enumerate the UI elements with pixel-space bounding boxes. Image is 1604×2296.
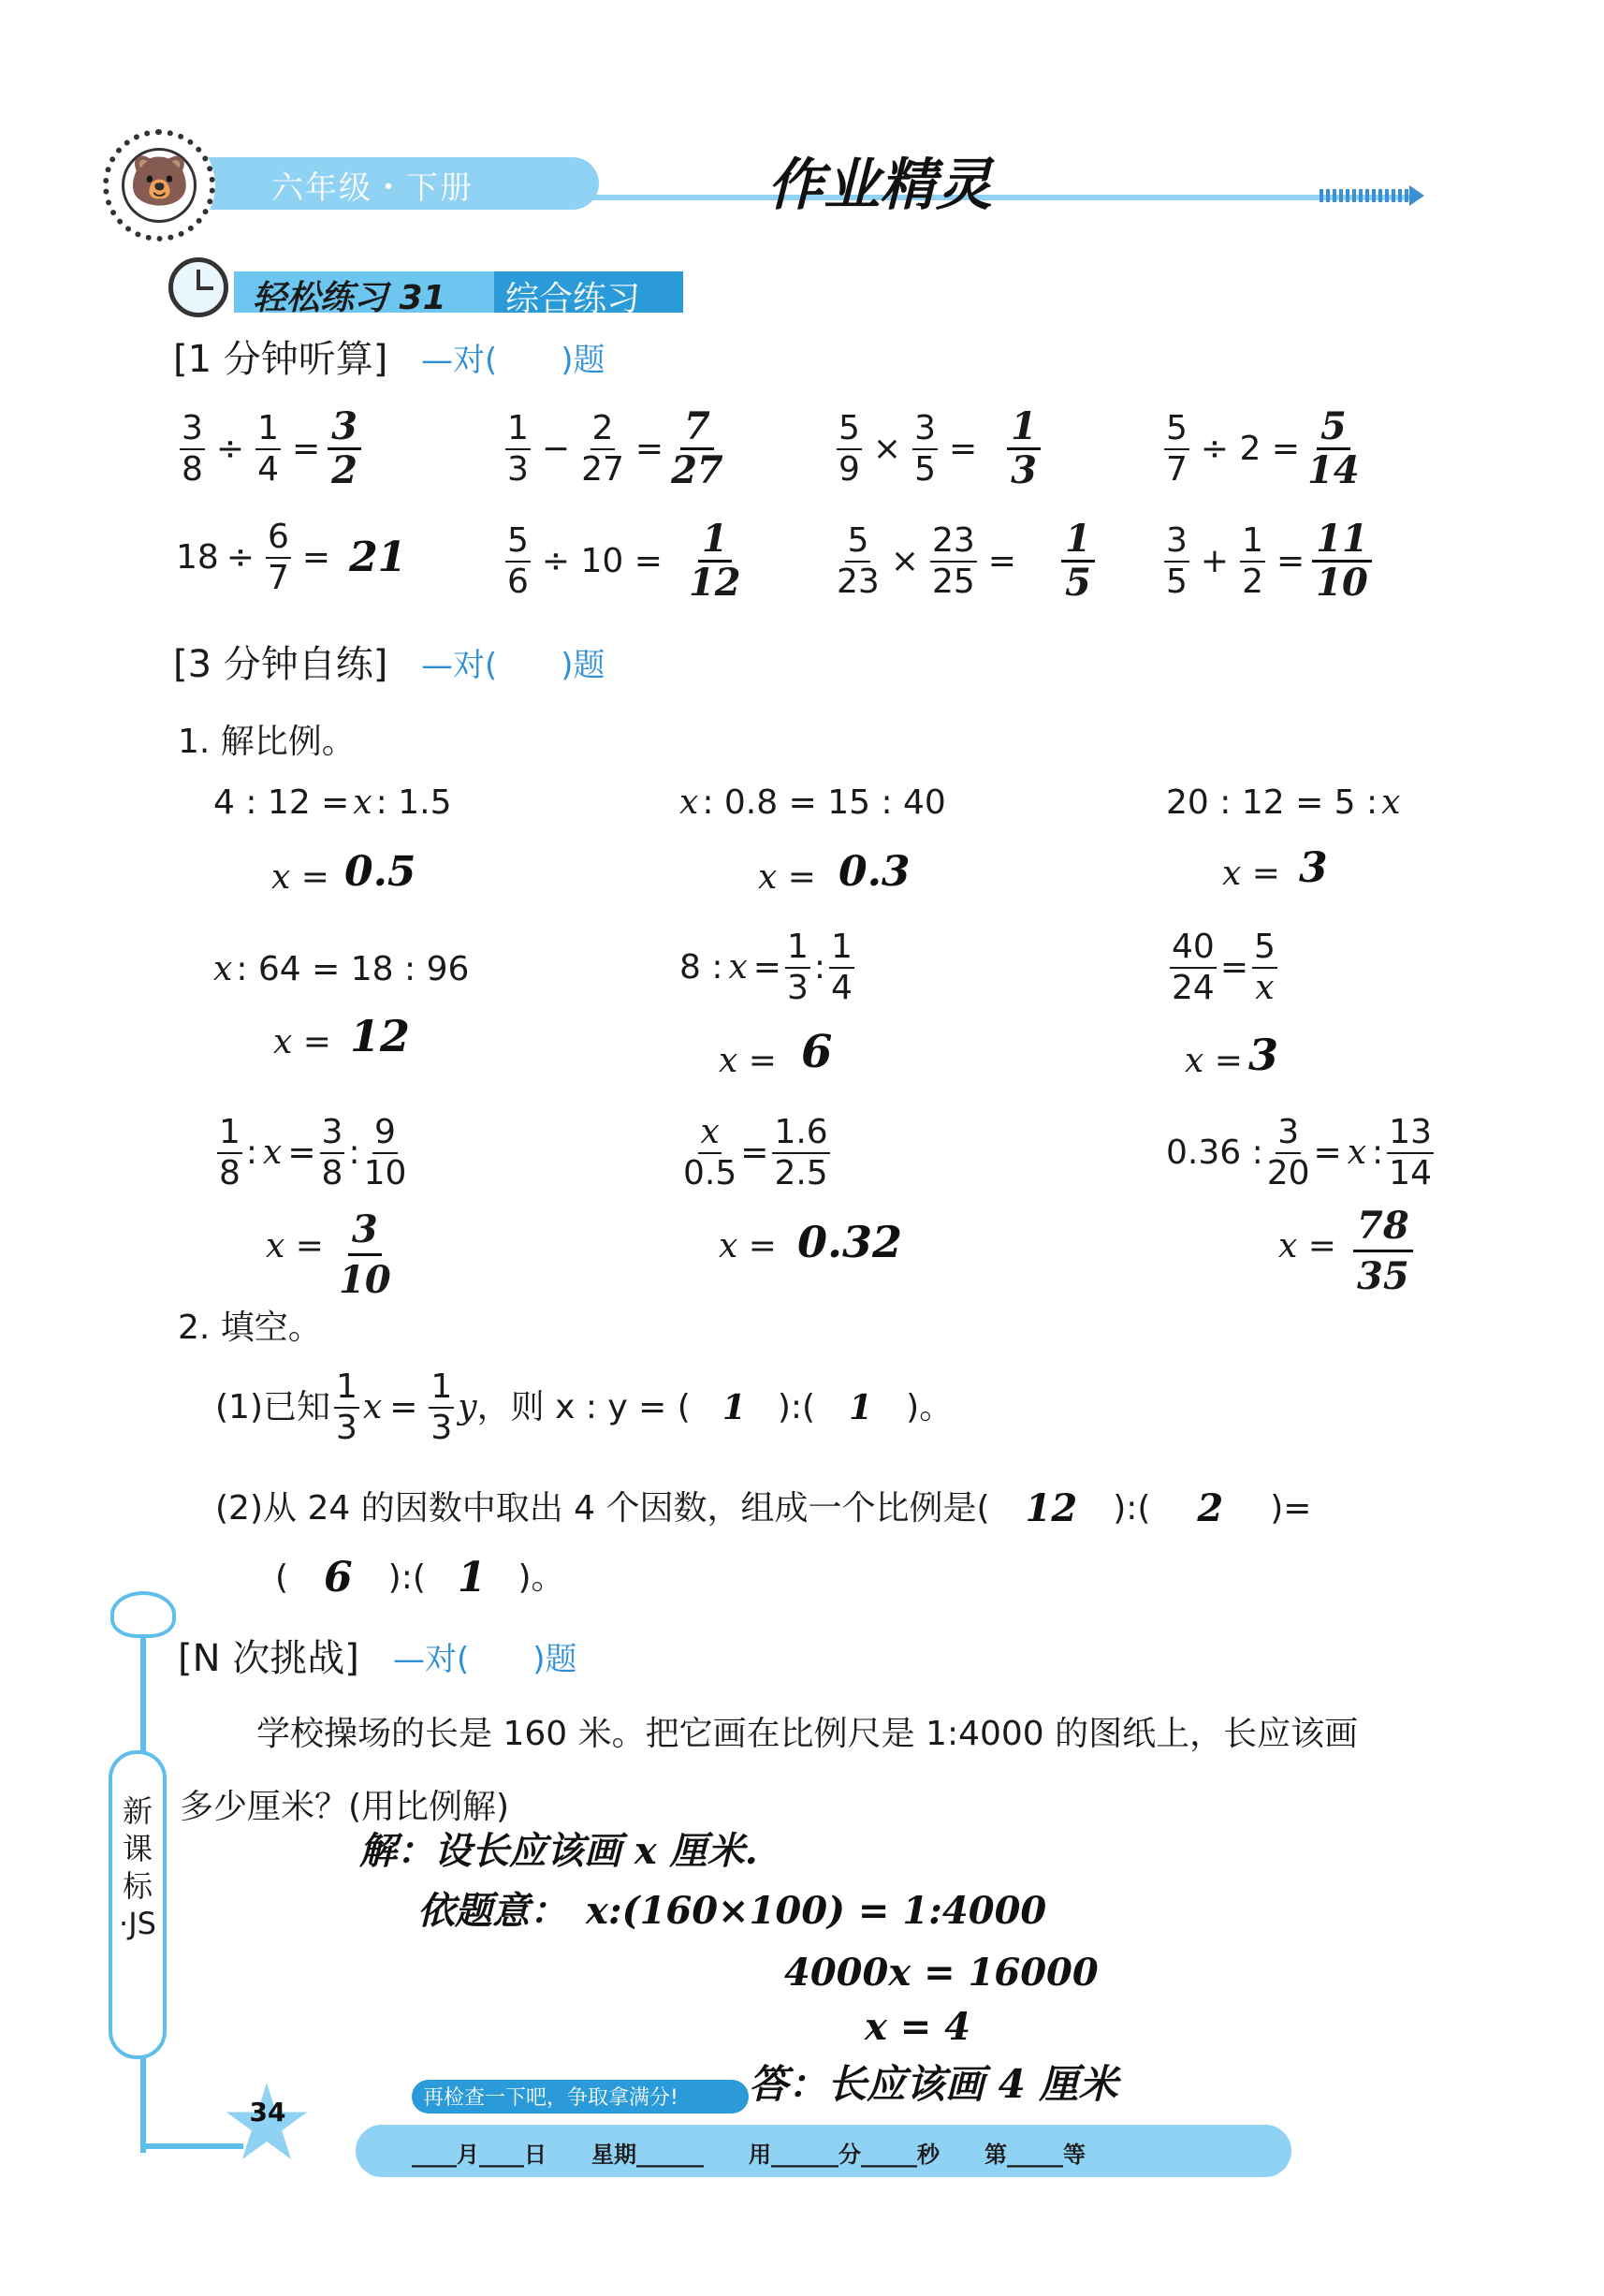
proportion-7: $\frac{1}{8}$ : x = $\frac{3}{8}$ : $\frac{9}{10}$ [219, 1113, 407, 1192]
sidebar-label: 新课标·JS [119, 1793, 156, 1941]
work-line-2: 依题意： x:(160×100) = 1:4000 [417, 1889, 1047, 1933]
footer-date-line: ____月____日 星期______ 用______分_____秒 第_____等 [412, 2142, 1086, 2168]
proportion-6-answer: 3 [1248, 1030, 1279, 1080]
challenge-problem-line-1: 学校操场的长是 160 米。把它画在比例尺是 1:4000 的图纸上，长应该画 [256, 1715, 1359, 1753]
proportion-3-answer: 3 [1299, 844, 1328, 892]
proportion-2: x : 0.8 = 15 : 40 [679, 783, 946, 822]
answer: $\frac{11}{10}$ [1312, 520, 1372, 602]
proportion-4: x : 64 = 18 : 96 [213, 950, 470, 988]
proportion-5: 8 : x = $\frac{1}{3}$ : $\frac{1}{4}$ [679, 928, 853, 1007]
answer: $\frac{5}{14}$ [1307, 404, 1360, 492]
proportion-1-answer: 0.5 [344, 848, 416, 896]
clock-hand [197, 286, 213, 290]
proportion-3: 20 : 12 = 5 : x [1166, 783, 1401, 822]
answer: 1 3 [1007, 408, 1041, 490]
x-equals-label: x = [719, 1227, 777, 1265]
listen-problem-8: $\frac{3}{5}$ + $\frac{1}{2}$ = $\frac{11}{10}$ [1160, 520, 1372, 602]
self-heading: [3 分钟自练] [173, 643, 388, 686]
grade-label: 六年级・下册 [271, 169, 474, 207]
section-subtitle: 综合练习 [505, 280, 641, 318]
header-arrow-icon [1409, 185, 1424, 206]
proportion-8: $\frac{x}{0.5}$ = $\frac{1.6}{2.5}$ [683, 1113, 828, 1192]
section-title: 轻松练习 31 [253, 279, 446, 317]
header-rule [590, 195, 1413, 200]
answer: 1 12 [688, 517, 741, 605]
challenge-problem-line-2: 多少厘米？(用比例解) [180, 1788, 510, 1826]
work-line-1: 解：设长应该画 x 厘米. [359, 1829, 758, 1873]
listen-problem-2: $\frac{1}{3}$ − $\frac{2}{27}$ = $\frac{7}{27}$ [507, 404, 723, 492]
proportion-9: 0.36 : $\frac{3}{20}$ = x : $\frac{13}{14}$ [1166, 1113, 1432, 1192]
x-equals-label: x = [1222, 855, 1280, 893]
listen-problem-1: $\frac{3}{8}$ ÷ $\frac{1}{4}$ = $\frac{3}{2}$ [176, 408, 361, 490]
listen-problem-3: $\frac{5}{9}$ × $\frac{3}{5}$ = 1 3 [833, 408, 1041, 490]
listen-heading: [1 分钟听算] [173, 338, 388, 381]
x-equals-label: x = [1185, 1042, 1243, 1080]
proportion-6: $\frac{40}{24}$ = $\frac{5}{x}$ [1172, 928, 1276, 1007]
proportion-8-answer: 0.32 [797, 1217, 903, 1267]
x-equals-label: x = [1278, 1227, 1336, 1265]
x-equals-label: x = [719, 1042, 777, 1080]
proportion-4-answer: 12 [350, 1011, 411, 1061]
listen-problem-4: $\frac{5}{7}$ ÷ 2 = $\frac{5}{14}$ [1166, 404, 1360, 492]
x-equals-label: x = [273, 1023, 331, 1061]
question-1-title: 1. 解比例。 [178, 723, 356, 761]
proportion-1: 4 : 12 = x : 1.5 [213, 783, 452, 822]
x-equals-label: x = [271, 858, 329, 897]
frog-icon [110, 1591, 176, 1638]
proportion-5-answer: 6 [801, 1026, 833, 1078]
fill-item-2: (2)从 24 的因数中取出 4 个因数，组成一个比例是( 12 ):( 2 )= [215, 1486, 1312, 1530]
challenge-heading: [N 次挑战] [178, 1637, 359, 1680]
fill-item-2-cont: ( 6 ):( 1 )。 [275, 1554, 565, 1601]
side-rail-foot [140, 2143, 243, 2149]
listen-score: —对( )题 [421, 342, 605, 379]
answer: $\frac{7}{27}$ [671, 404, 723, 492]
fill-item-1: (1)已知 $\frac{1}{3}$ x = $\frac{1}{3}$ y ，则 x : y = ( 1 ):( 1 )。 [215, 1367, 954, 1447]
listen-problem-6: $\frac{5}{6}$ ÷ 10 = 1 12 [507, 517, 741, 605]
x-equals-label: x = [758, 858, 816, 897]
proportion-9-answer: $\frac{78}{35}$ [1353, 1204, 1413, 1298]
proportion-2-answer: 0.3 [838, 848, 911, 896]
brand-stamp: 作业精灵 [767, 153, 992, 218]
x-equals-label: x = [266, 1227, 324, 1265]
answer: 1 5 [1061, 520, 1095, 602]
work-line-3: 4000x = 16000 [784, 1951, 1099, 1995]
work-answer: 答：长应该画 4 厘米 [749, 2061, 1118, 2107]
question-2-title: 2. 填空。 [178, 1309, 322, 1347]
page-number: 34 [249, 2097, 286, 2128]
header-dots [1320, 189, 1413, 202]
work-line-4: x = 4 [865, 2005, 971, 2049]
footer-tip: 再检查一下吧，争取拿满分! [423, 2086, 678, 2110]
self-score: —对( )题 [421, 647, 605, 684]
listen-problem-7: $\frac{5}{23}$ × $\frac{23}{25}$ = 1 5 [833, 520, 1095, 602]
proportion-7-answer: $\frac{3}{10}$ [339, 1207, 391, 1302]
bear-icon: 🐻 [129, 154, 190, 210]
answer: 21 [349, 534, 407, 581]
listen-problem-5: 18 ÷ $\frac{6}{7}$ = 21 [176, 518, 407, 597]
challenge-score: —对( )题 [393, 1641, 577, 1678]
answer: $\frac{3}{2}$ [328, 408, 361, 490]
